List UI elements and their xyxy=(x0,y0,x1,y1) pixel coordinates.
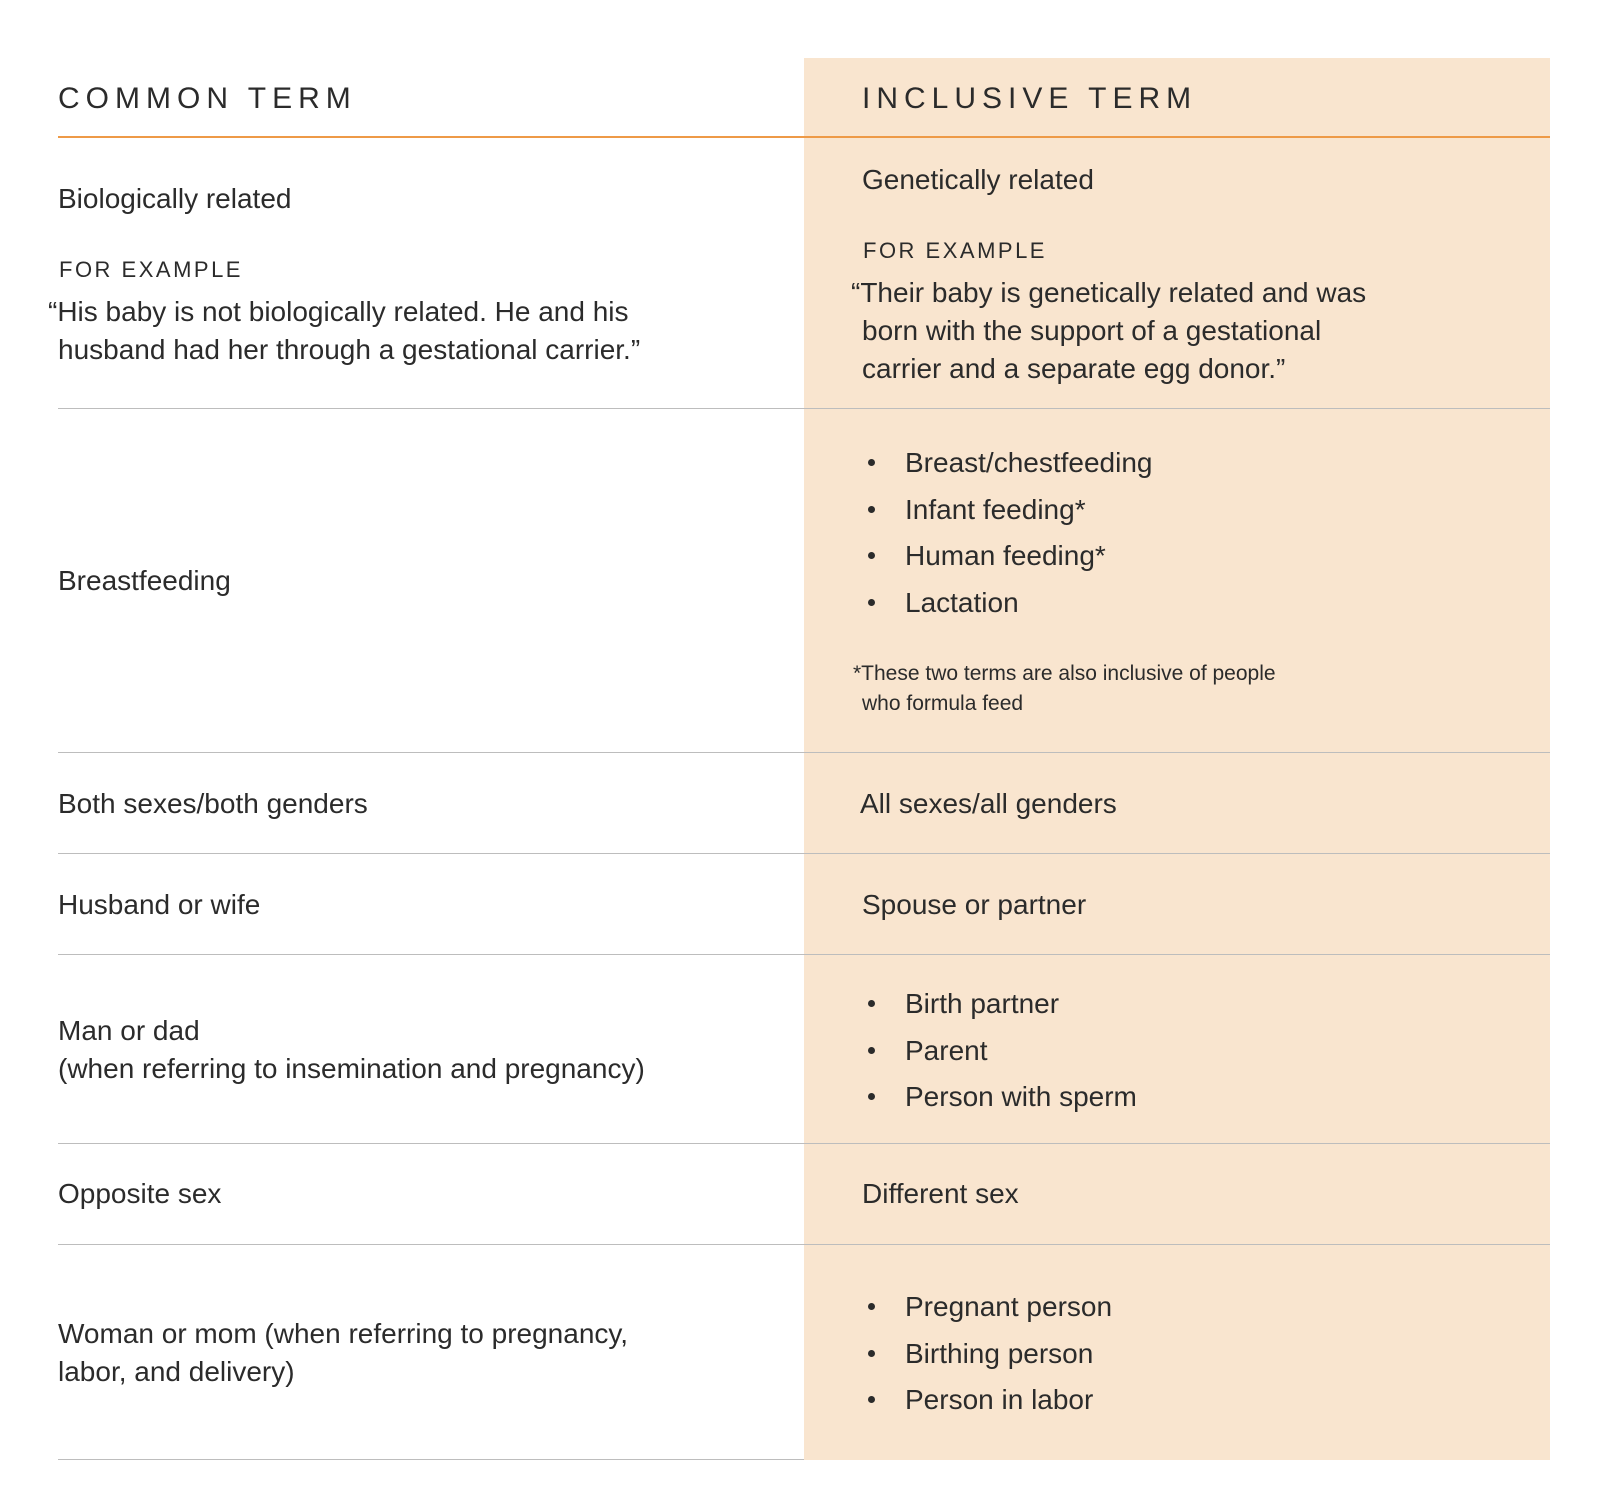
example-quote-line: “Their baby is genetically related and was xyxy=(851,277,1367,308)
common-term: Man or dad xyxy=(58,1015,200,1046)
inclusive-term: Spouse or partner xyxy=(862,889,1087,920)
inclusive-term-header: INCLUSIVE TERM xyxy=(862,82,1198,115)
list-item xyxy=(862,533,1153,580)
inclusive-term: Infant feeding* xyxy=(905,493,1086,525)
example-label: FOR EXAMPLE xyxy=(863,238,1047,263)
inclusive-term: Person in labor xyxy=(905,1384,1094,1415)
row-divider xyxy=(58,954,1550,955)
row-divider xyxy=(58,1459,804,1460)
row-divider xyxy=(58,408,1550,409)
inclusive-term-list xyxy=(862,1284,1112,1424)
list-item xyxy=(862,1284,1112,1331)
footnote-line: *These two terms are also inclusive of people xyxy=(853,662,1276,685)
list-item xyxy=(862,440,1153,487)
inclusive-term: Birthing person xyxy=(905,1337,1094,1369)
row-divider xyxy=(58,1244,1550,1245)
example-quote-line: carrier and a separate egg donor.” xyxy=(862,353,1286,384)
example-quote-line: born with the support of a gestational xyxy=(862,315,1322,346)
bullet-icon xyxy=(868,506,875,513)
example-label: FOR EXAMPLE xyxy=(59,257,243,282)
bullet-icon xyxy=(868,1350,875,1357)
common-term: Woman or mom (when referring to pregnancy, xyxy=(58,1318,629,1349)
list-item xyxy=(862,1028,1137,1075)
list-item xyxy=(862,1074,1137,1121)
common-term: Opposite sex xyxy=(58,1178,222,1209)
inclusive-term: Person with sperm xyxy=(905,1081,1137,1112)
list-item xyxy=(862,981,1137,1028)
example-quote-line: husband had her through a gestational carrier.” xyxy=(58,334,641,365)
common-term-qualifier: (when referring to insemination and pregnancy) xyxy=(58,1053,645,1084)
list-item xyxy=(862,580,1153,627)
common-term: Breastfeeding xyxy=(58,565,231,596)
list-item xyxy=(862,487,1153,534)
bullet-icon xyxy=(868,552,875,559)
list-item xyxy=(862,1377,1112,1424)
bullet-icon xyxy=(868,1047,875,1054)
header-rule xyxy=(58,136,1550,138)
common-term-qualifier: labor, and delivery) xyxy=(58,1356,295,1387)
inclusive-term: Breast/chestfeeding xyxy=(905,447,1153,478)
common-term: Biologically related xyxy=(58,183,292,214)
common-term: Both sexes/both genders xyxy=(58,788,368,819)
example-quote-line: “His baby is not biologically related. He and his xyxy=(48,296,629,327)
footnote-line: who formula feed xyxy=(862,692,1024,715)
inclusive-term: Human feeding* xyxy=(905,540,1106,571)
bullet-icon xyxy=(868,599,875,606)
bullet-icon xyxy=(868,1093,875,1100)
bullet-icon xyxy=(868,1396,875,1403)
common-term: Husband or wife xyxy=(58,889,261,920)
inclusive-term: Lactation xyxy=(905,586,1019,618)
row-divider xyxy=(58,853,1550,854)
list-item xyxy=(862,1331,1112,1378)
inclusive-term: Birth partner xyxy=(905,988,1060,1019)
row-divider xyxy=(58,1143,1550,1144)
inclusive-term-list xyxy=(862,981,1137,1121)
inclusive-term-list xyxy=(862,440,1153,626)
inclusive-term: Genetically related xyxy=(862,164,1094,195)
inclusive-term: All sexes/all genders xyxy=(860,788,1117,819)
inclusive-term: Different sex xyxy=(862,1178,1019,1209)
common-term-header: COMMON TERM xyxy=(58,82,357,115)
inclusive-column-background xyxy=(804,58,1550,1460)
bullet-icon xyxy=(868,1000,875,1007)
inclusive-term: Pregnant person xyxy=(905,1291,1113,1322)
bullet-icon xyxy=(868,459,875,466)
row-divider xyxy=(58,752,1550,753)
inclusive-term: Parent xyxy=(905,1034,988,1066)
bullet-icon xyxy=(868,1303,875,1310)
